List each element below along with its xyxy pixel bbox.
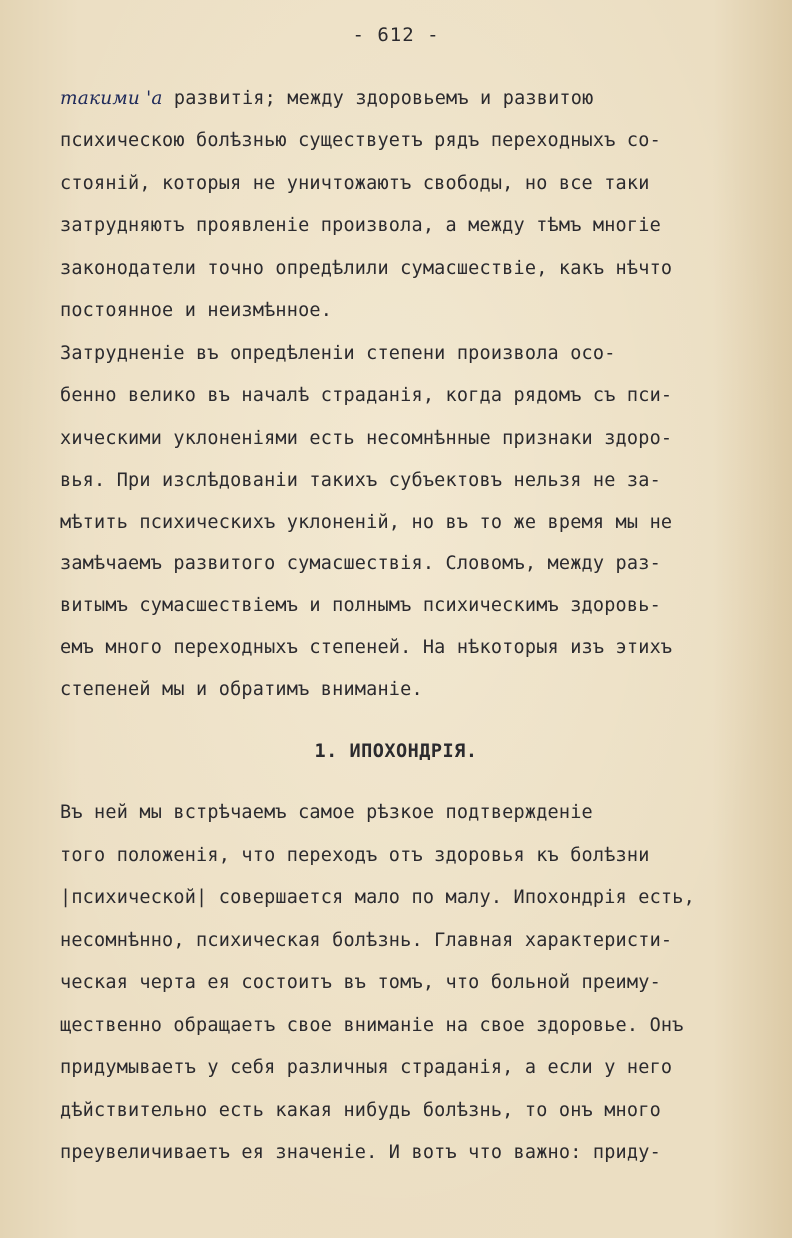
text-line-24: преувеличиваетъ ея значеніе. И вотъ что важно: приду- <box>60 1142 661 1163</box>
text-line-7: Затрудненіе въ опредѣленіи степени произвола осо- <box>60 343 616 364</box>
text-line-8: бенно велико въ началѣ страданія, когда рядомъ съ пси- <box>60 385 673 406</box>
page-number: - 612 - <box>352 24 440 46</box>
text-line-3: стояній, которыя не уничтожаютъ свободы, но все таки <box>60 173 650 194</box>
text-line-16: Въ ней мы встрѣчаемъ самое рѣзкое подтвержденіе <box>60 802 593 823</box>
text-line-21: щественно обращаетъ свое вниманіе на свое здоровье. Онъ <box>60 1015 684 1036</box>
text-line-13: витымъ сумасшествіемъ и полнымъ психическимъ здоровь- <box>60 595 661 616</box>
section-title: 1. ИПОХОНДРІЯ. <box>314 741 478 762</box>
text-line-18: |психической| совершается мало по малу. Ипохондрія есть, <box>60 887 695 908</box>
text-line-11: мѣтить психическихъ уклоненій, но въ то же время мы не <box>60 512 673 533</box>
handwritten-insertion: такими 'а <box>60 88 163 109</box>
text-line-12: замѣчаемъ развитого сумасшествія. Словомъ, между раз- <box>60 553 661 574</box>
text-line-2: психическою болѣзнью существуетъ рядъ переходныхъ со- <box>60 130 661 151</box>
text-line-15: степеней мы и обратимъ вниманіе. <box>60 679 423 700</box>
text-line-19: несомнѣнно, психическая болѣзнь. Главная характеристи- <box>60 930 673 951</box>
text-line-14: емъ много переходныхъ степеней. На нѣкоторыя изъ этихъ <box>60 637 673 658</box>
text-line-1: такими 'а развитія; между здоровьемъ и развитою <box>60 88 594 109</box>
text-line-5: законодатели точно опредѣлили сумасшествіе, какъ нѣчто <box>60 258 673 279</box>
text-line-20: ческая черта ея состоитъ въ томъ, что больной преиму- <box>60 972 661 993</box>
text-line-23: дѣйствительно есть какая нибудь болѣзнь, то онъ много <box>60 1100 661 1121</box>
text-line-10: вья. При изслѣдованіи такихъ субъектовъ нельзя не за- <box>60 470 661 491</box>
text-line-22: придумываетъ у себя различныя страданія, а если у него <box>60 1057 673 1078</box>
text-line-9: хическими уклоненіями есть несомнѣнные признаки здоро- <box>60 428 673 449</box>
text-line-17: того положенія, что переходъ отъ здоровья къ болѣзни <box>60 845 650 866</box>
text-line-4: затрудняютъ проявленіе произвола, а между тѣмъ многіе <box>60 215 661 236</box>
text-line-6: постоянное и неизмѣнное. <box>60 300 333 321</box>
